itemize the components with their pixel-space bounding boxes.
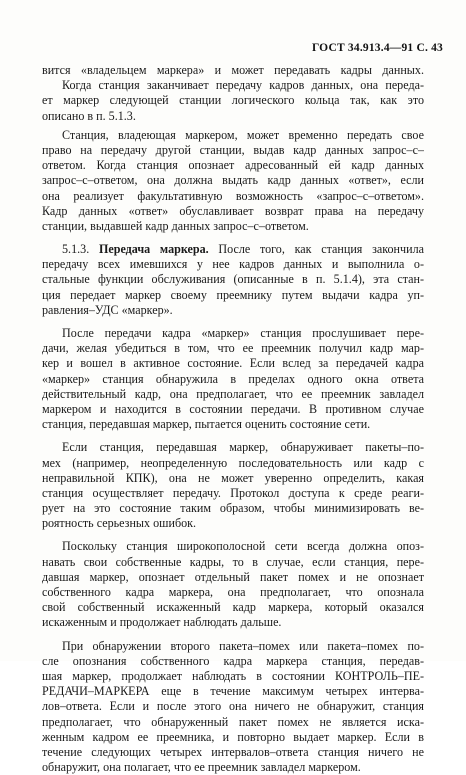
paragraph (42, 539, 424, 630)
text-line: течение следующих четырех интервалов–ответа станция ничего не (42, 744, 424, 759)
text-line: мех (например, неопределенную последовательность или кадр с (42, 455, 424, 470)
text-line: лов–ответа. Если и после этого она ничего не обнаружит, станция (42, 699, 424, 714)
text-line: станция, передавшая маркер, пытается оценить состояние сети. (42, 417, 371, 432)
text-line: После передачи кадра «маркер» станция прослушивает пере- (62, 326, 424, 340)
text-line: равления–УДС «маркер». (42, 302, 173, 317)
text-line: ция передает маркер своему преемнику путем выдачи кадра уп- (42, 287, 424, 302)
text-line: маркером и находится в состоянии передачи. В противном случае (42, 401, 424, 416)
text-line: предполагает, что обнаруженный пакет помех не является иска- (42, 714, 424, 729)
text-line: роятность серьезных ошибок. (42, 516, 197, 531)
text-line: искаженным и продолжает наблюдать дальше. (42, 615, 282, 630)
text-line: Станция, владеющая маркером, может временно передать свое (62, 127, 424, 142)
document-body (42, 63, 424, 775)
text-line: запрос–с–ответом, она должна выдать кадр данных «ответ», если (42, 173, 424, 188)
text-line: Поскольку станция широкополосной сети всегда должна опоз- (62, 539, 424, 554)
text-line: Когда станция заканчивает передачу кадров данных, она переда- (62, 78, 424, 93)
text-line: рует на это состояние таким образом, чтобы минимизировать ве- (42, 501, 424, 516)
text-line: неправильной КПК), она не может уверенно определить, какая (42, 470, 424, 485)
paragraph (42, 63, 424, 124)
section-number: 5.1.3. (62, 242, 90, 257)
text-line: сле опознания собственного кадра маркера станция, передав- (42, 653, 424, 668)
text-line: давшая маркер, опознает отдельный пакет помех и не опознает (42, 569, 424, 584)
text-line: действительный кадр, она предполагает, что ее преемник завладел (42, 386, 424, 401)
text-line: обнаружит, она полагает, что ее преемник завладел маркером. (42, 760, 361, 775)
text-line: свой собственный искаженный кадр маркера, который оказался (42, 600, 424, 615)
text-line (42, 242, 424, 257)
text-line: шая маркер, продолжает наблюдать в состоянии КОНТРОЛЬ–ПЕ- (42, 668, 424, 683)
text-line: описано в п. 5.1.3. (42, 108, 136, 123)
text-line: право на передачу другой станции, выдав кадр данных запрос–с– (42, 142, 424, 157)
text-line: женным кадром ее преемника, и повторно выдает маркер. Если в (42, 729, 424, 744)
text-line: кер и вошел в активное состояние. Если вслед за передачей кадра (42, 356, 424, 371)
paragraph (42, 128, 424, 234)
text-line: Если станция, передавшая маркер, обнаруживает пакеты–по- (62, 440, 424, 455)
section-5-1-3 (42, 242, 424, 318)
paragraph (42, 326, 424, 432)
section-heading: Передача маркера. (98, 242, 209, 257)
text-line: собственного кадра маркера, она предполагает, что опознала (42, 585, 424, 599)
paragraph (42, 639, 424, 775)
text-line: стальные функции обслуживания (описанные в п. 5.1.4), эта стан- (42, 272, 424, 287)
text-line: вится «владельцем маркера» и может передавать кадры данных. (42, 63, 424, 77)
text-line: станция осуществляет передачу. Протокол доступа к среде реаги- (42, 485, 424, 500)
text-line: навать свои собственные кадры, то в случае, если станция, пере- (42, 554, 424, 569)
text-line: станции, выдавшей кадр данных запрос–с–ответом. (42, 218, 309, 233)
text-line: передачу всех имевшихся у нее кадров данных и выполнила о- (42, 257, 424, 272)
paragraph (42, 440, 424, 531)
text-line: «маркер» станция обнаружила в пределах одного окна ответа (42, 371, 424, 386)
text-line: она реализует факультативную возможность «запрос–с–ответом». (42, 188, 424, 203)
text-line: ответом. Когда станция опознает адресованный ей кадр данных (42, 158, 424, 173)
text-line: дачи, желая убедиться в том, что ее преемник получил кадр мар- (42, 341, 424, 356)
text-line: При обнаружении второго пакета–помех или пакета–помех по- (62, 638, 424, 653)
text-line: РЕДАЧИ–МАРКЕРА еще в течение максимум четырех интерва- (42, 684, 424, 699)
text-line: Кадр данных «ответ» обуславливает возврат права на передачу (42, 203, 424, 218)
page-header: ГОСТ 34.913.4—91 С. 43 (311, 42, 443, 54)
text-line: ет маркер следующей станции логического кольца так, как это (42, 93, 424, 108)
section-text: После того, как станция закончила (218, 242, 424, 257)
